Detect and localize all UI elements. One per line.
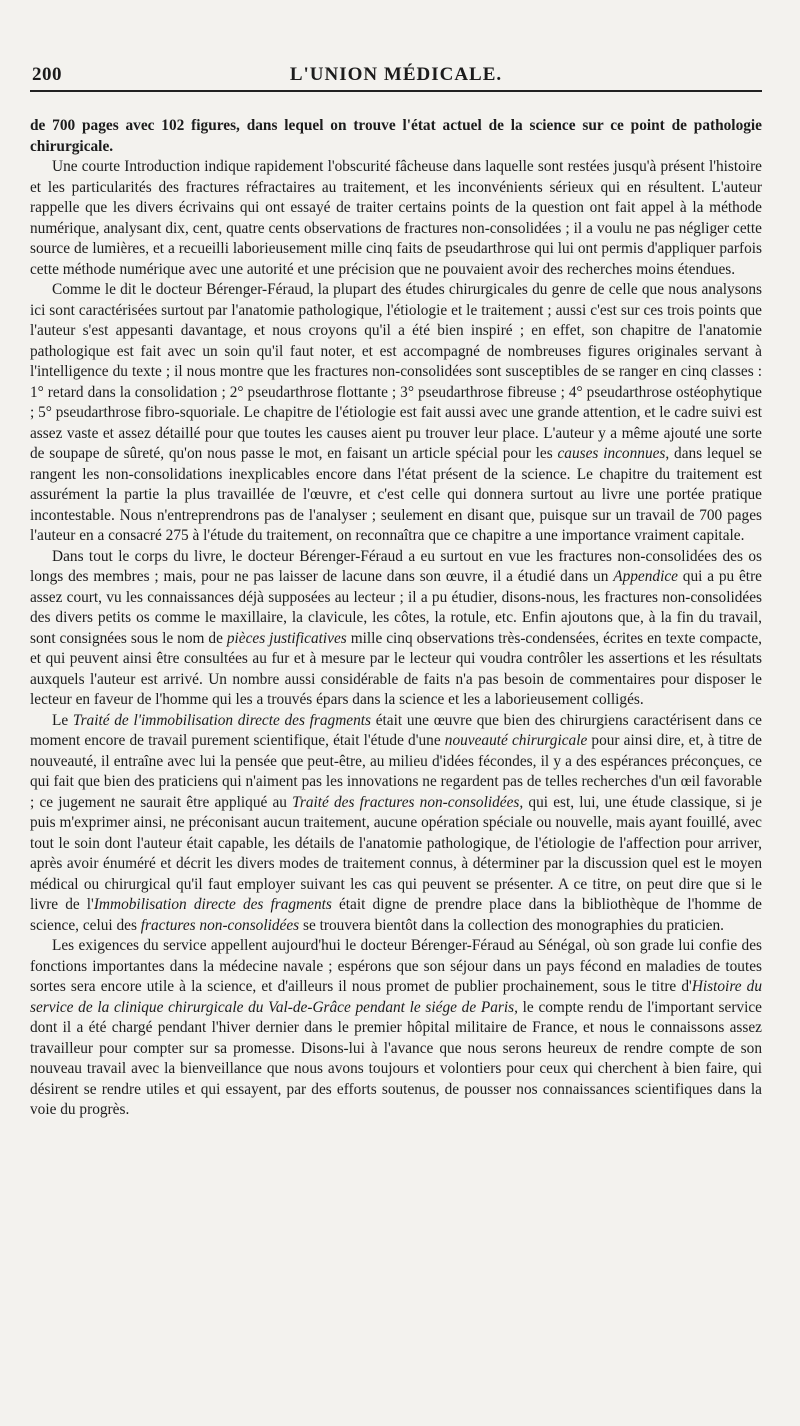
paragraph: de 700 pages avec 102 figures, dans lequel on trouve l'état actuel de la science sur ce point de pathologie chirurgicale. — [30, 117, 762, 155]
paragraph: Les exigences du service appellent aujourd'hui le docteur Bérenger-Féraud au Sénégal, où son grade lui confie des fonctions importantes dans la médecine navale ; espérons que son séjour dans un pays fécond en maladies de toutes sortes sera encore utile à la science, et d'ailleurs il nous promet de publier prochainement, sous le titre d'Histoire du service de la clinique chirurgicale du Val-de-Grâce pendant le siége de Paris, le compte rendu de l'important service dont il a été chargé pendant l'hiver dernier dans le premier hôpital militaire de France, et nous le connaissons assez travailleur pour compter sur sa promesse. Disons-lui à l'avance que nous serons heureux de rendre compte de son nouveau travail avec la bienveillance que nous avons toujours et volontiers pour ceux qui cherchent à bien faire, qui désirent se rendre utiles et qui essayent, par des efforts soutenus, de pousser nos connaissances scientifiques dans la voie du progrès. — [30, 937, 763, 1118]
paragraph: Une courte Introduction indique rapidement l'obscurité fâcheuse dans laquelle sont restées jusqu'à présent l'histoire et les particularités des fractures réfractaires au traitement, et les inconvénients sérieux qui en résultent. L'auteur rappelle que les divers écrivains qui ont essayé de traiter certains points de la question ont fait appel à la méthode numérique, analysant dix, cent, quatre cents observations de fractures non-consolidées ; il a voulu ne pas négliger cette source de lumières, et a recueilli laborieusement mille cinq faits de pseudarthrose qui lui ont permis d'appliquer parfois cette méthode numérique avec une autorité et une précision que ne pouvaient avoir des recherches moins étendues. — [30, 158, 762, 278]
header-rule — [30, 90, 762, 92]
journal-title: L'UNION MÉDICALE. — [289, 64, 503, 85]
page-header — [30, 0, 762, 92]
paragraph: Dans tout le corps du livre, le docteur Bérenger-Féraud a eu surtout en vue les fractures non-consolidées des os longs des membres ; mais, pour ne pas laisser de lacune dans son œuvre, il a étudié dans un Appendice qui a pu être assez court, vu les connaissances déjà supposées au lecteur ; il a pu étudier, disons-nous, les fractures non-consolidées des divers petits os comme le maxillaire, la clavicule, les côtes, la rotule, etc. Enfin ajoutons que, à la fin du travail, sont consignées sous le nom de pièces justificatives mille cinq observations très-condensées, écrites en texte compacte, et qui peuvent ainsi être consultées au fur et à mesure par le lecteur qui voudra contrôler les assertions et les résultats auxquels l'auteur est arrivé. Un nombre aussi considérable de faits n'a pas besoin de commentaires pour disposer le lecteur en faveur de l'homme qui les a trouvés épars dans la science et les a laborieusement colligés. — [30, 547, 762, 708]
paragraph: Le Traité de l'immobilisation directe des fragments était une œuvre que bien des chirurgiens caractérisent dans ce moment encore de travail purement scientifique, était l'étude d'une nouveauté chirurgicale pour ainsi dire, et, à titre de nouveauté, il entraîne avec lui la pensée que peut-être, au milieu d'idées fécondes, il y a des espérances préconçues, ce qui fait que bien des praticiens qui n'aiment pas les innovations ne regardent pas de telles recherches d'un œil favorable ; ce jugement ne saurait être appliqué au Traité des fractures non-consolidées, qui est, lui, une étude classique, si je puis m'exprimer ainsi, ne préconisant aucun traitement, aucune opération spéciale ou nouvelle, mais ayant fouillé, avec tout le soin dont l'auteur était capable, les détails de l'anatomie pathologique, de l'étiologie de l'affection pour arriver, après avoir énuméré et décrit les divers modes de traitement connus, à déterminer par la discussion quel est le moyen médical ou chirurgical qu'il faut employer suivant les cas qui peuvent se présenter. A ce titre, on peut dire que si le livre de l'Immobilisation directe des fragments était digne de prendre place dans la bibliothèque de l'homme de science, celui des fractures non-consolidées se trouvera bientôt dans la collection des monographies du praticien. — [30, 711, 762, 934]
page-number: 200 — [32, 64, 62, 85]
article-body — [30, 116, 762, 1121]
paragraph: Comme le dit le docteur Bérenger-Féraud, la plupart des études chirurgicales du genre de celle que nous analysons ici sont caractérisées surtout par l'anatomie pathologique, l'étiologie et le traitement ; aussi c'est sur ces trois points que l'auteur s'est appesanti davantage, et nous croyons qu'il a été bien inspiré ; en effet, son chapitre de l'anatomie pathologique est fait avec un soin qu'il faut noter, et est accompagné de nombreuses figures originales servant à l'intelligence du texte ; il nous montre que les fractures non-consolidées sont susceptibles de se ranger en cinq classes : 1° retard dans la consolidation ; 2° pseudarthrose flottante ; 3° pseudarthrose fibreuse ; 4° pseudarthrose ostéophytique ; 5° pseudarthrose fibro-squoriale. Le chapitre de l'étiologie est fait aussi avec une grande attention, et le cadre suivi est assez vaste et assez détaillé pour que toutes les causes aient pu trouver leur place. L'auteur y a même ajouté une sorte de soupape de sûreté, qu'on nous passe le mot, en faisant un article spécial pour les causes inconnues, dans lequel se rangent les non-consolidations inexplicables encore dans l'état présent de la science. Le chapitre du traitement est assurément la partie la plus travaillée de l'œuvre, et c'est celle qui donnera surtout au livre une portée pratique incontestable. Nous n'entreprendrons pas de l'analyser ; seulement en disant que, puisque sur un travail de 700 pages l'auteur en a consacré 275 à l'étude du traitement, on reconnaîtra que ce chapitre a une importance vraiment capitale. — [30, 281, 762, 544]
